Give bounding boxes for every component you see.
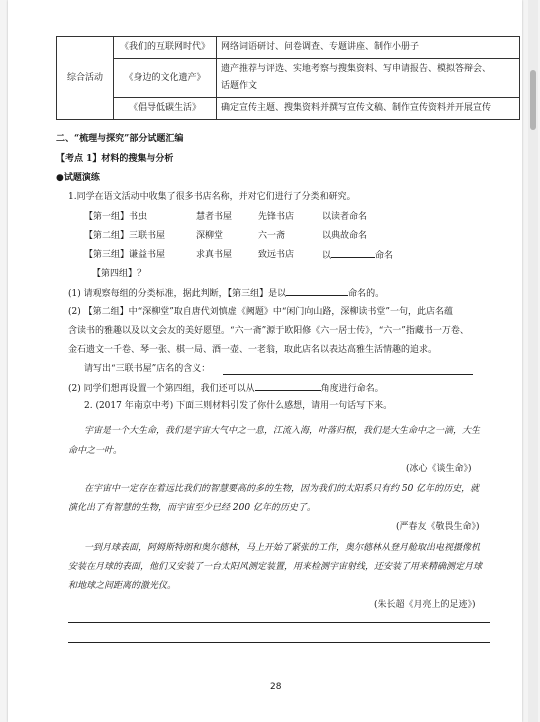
theme-cell: 《身边的文化遗产》 (114, 59, 217, 98)
group-note: 以读者命名 (322, 212, 368, 222)
group-note: 以 命名 (322, 248, 393, 263)
passage-line: 和地球之间距离的激光仪。 (68, 581, 177, 591)
group-item: 求真书屋 (196, 250, 233, 260)
answer-line (68, 642, 490, 643)
theme-cell: 《我们的互联网时代》 (114, 37, 217, 59)
category-cell: 综合活动 (57, 37, 114, 120)
table-row (57, 98, 520, 120)
q1-part1: (1) 请观察每组的分类标准，据此判断，【第三组】是以 命名的。 (68, 286, 384, 301)
passage-source: (严春友《敬畏生命》) (396, 522, 480, 532)
activity-table (56, 36, 520, 120)
answer-line (223, 374, 473, 375)
theme-cell: 《倡导低碳生活》 (114, 98, 217, 120)
group-item: 深柳堂 (196, 231, 224, 241)
passage-line: 一到月球表面，阿姆斯特朗和奥尔德林，马上开始了紧张的工作，奥尔德林从登月舱取出电视摄像机 (84, 543, 481, 553)
content-cell: 确定宣传主题、搜集资料并撰写宣传文稿、制作宣传资料并开展宣传 (217, 98, 520, 120)
passage-line: 演化出了有智慧的生物，而宇宙至少已经 200 亿年的历史了。 (68, 503, 316, 513)
group-name: 【第一组】书虫 (84, 212, 148, 222)
content-cell: 网络词语研讨、问卷调查、专题讲座、制作小册子 (217, 37, 520, 59)
page-number: 28 (270, 682, 282, 692)
passage-line: 宇宙是一个大生命，我们是宇宙大气中之一息，江流入海，叶落归根，我们是大生命中之一滴，大生 (84, 426, 481, 436)
section-title: 二、“梳理与探究”部分试题汇编 (56, 134, 184, 144)
group-item: 慧者书屋 (196, 212, 233, 222)
q1-part2-line: 金石遗文一千卷、琴一张、棋一局、酒一壶、一老翁，取此店名以表达高雅生活情趣的追求。 (68, 345, 438, 355)
group-name: 【第二组】三联书屋 (84, 231, 166, 241)
table-row (57, 59, 520, 98)
passage-line: 安装在月球的表面，他们又安装了一台太阳风测定装置，用来检测宇宙射线，还安装了用来精确测定月球 (68, 562, 483, 572)
group-item: 六一斋 (258, 231, 286, 241)
passage-source: (冰心《谈生命》) (406, 464, 472, 474)
passage-source: (朱长超《月亮上的足迹》) (374, 600, 476, 610)
group-name: 【第三组】谦益书屋 (84, 250, 166, 260)
document-page (8, 0, 522, 722)
kaodian-heading: 【考点 1】材料的搜集与分析 (56, 154, 174, 164)
answer-line (68, 622, 490, 623)
group-item: 先锋书店 (258, 212, 295, 222)
answer-blank (331, 248, 375, 258)
answer-blank (286, 286, 348, 296)
exercise-label: ●试题演练 (56, 173, 100, 183)
group-four: 【第四组】？ (92, 269, 147, 279)
q1-part2-ask: 请写出“三联书屋”店名的含义： (84, 364, 211, 374)
q1-part2-line: (2) 【第二组】中“深柳堂”取自唐代刘慎虚《阙题》中“闲门向山路，深柳读书堂”一句，此店名蕴 (68, 307, 454, 317)
answer-blank (255, 381, 321, 391)
q2-intro: 2. (2017 年南京中考) 下面三则材料引发了你什么感想，请用一句话写下来。 (84, 401, 393, 411)
q1-part2-line: 含读书的雅趣以及以文会友的美好愿望。“六一斋”源于欧阳修《六一居士传》，“六一”指藏书一万卷、 (68, 326, 469, 336)
scrollbar-thumb[interactable] (530, 70, 536, 130)
scrollbar[interactable] (528, 0, 538, 722)
group-item: 致远书店 (258, 250, 295, 260)
table-row (57, 37, 520, 59)
group-note: 以典故命名 (322, 231, 368, 241)
passage-line: 在宇宙中一定存在着远比我们的智慧要高的多的生物，因为我们的太阳系只有约 50 亿年的历史，就 (84, 484, 480, 494)
passage-line: 命中之一叶。 (68, 446, 123, 456)
q1-intro: 1.同学在语文活动中收集了很多书店名称，并对它们进行了分类和研究。 (68, 192, 356, 202)
content-cell: 遗产推荐与评选、实地考察与搜集资料、写申请报告、模拟答辩会、 话题作文 (217, 59, 520, 98)
q1-part3: (2) 同学们想再设置一个第四组，我们还可以从 角度进行命名。 (68, 381, 384, 396)
